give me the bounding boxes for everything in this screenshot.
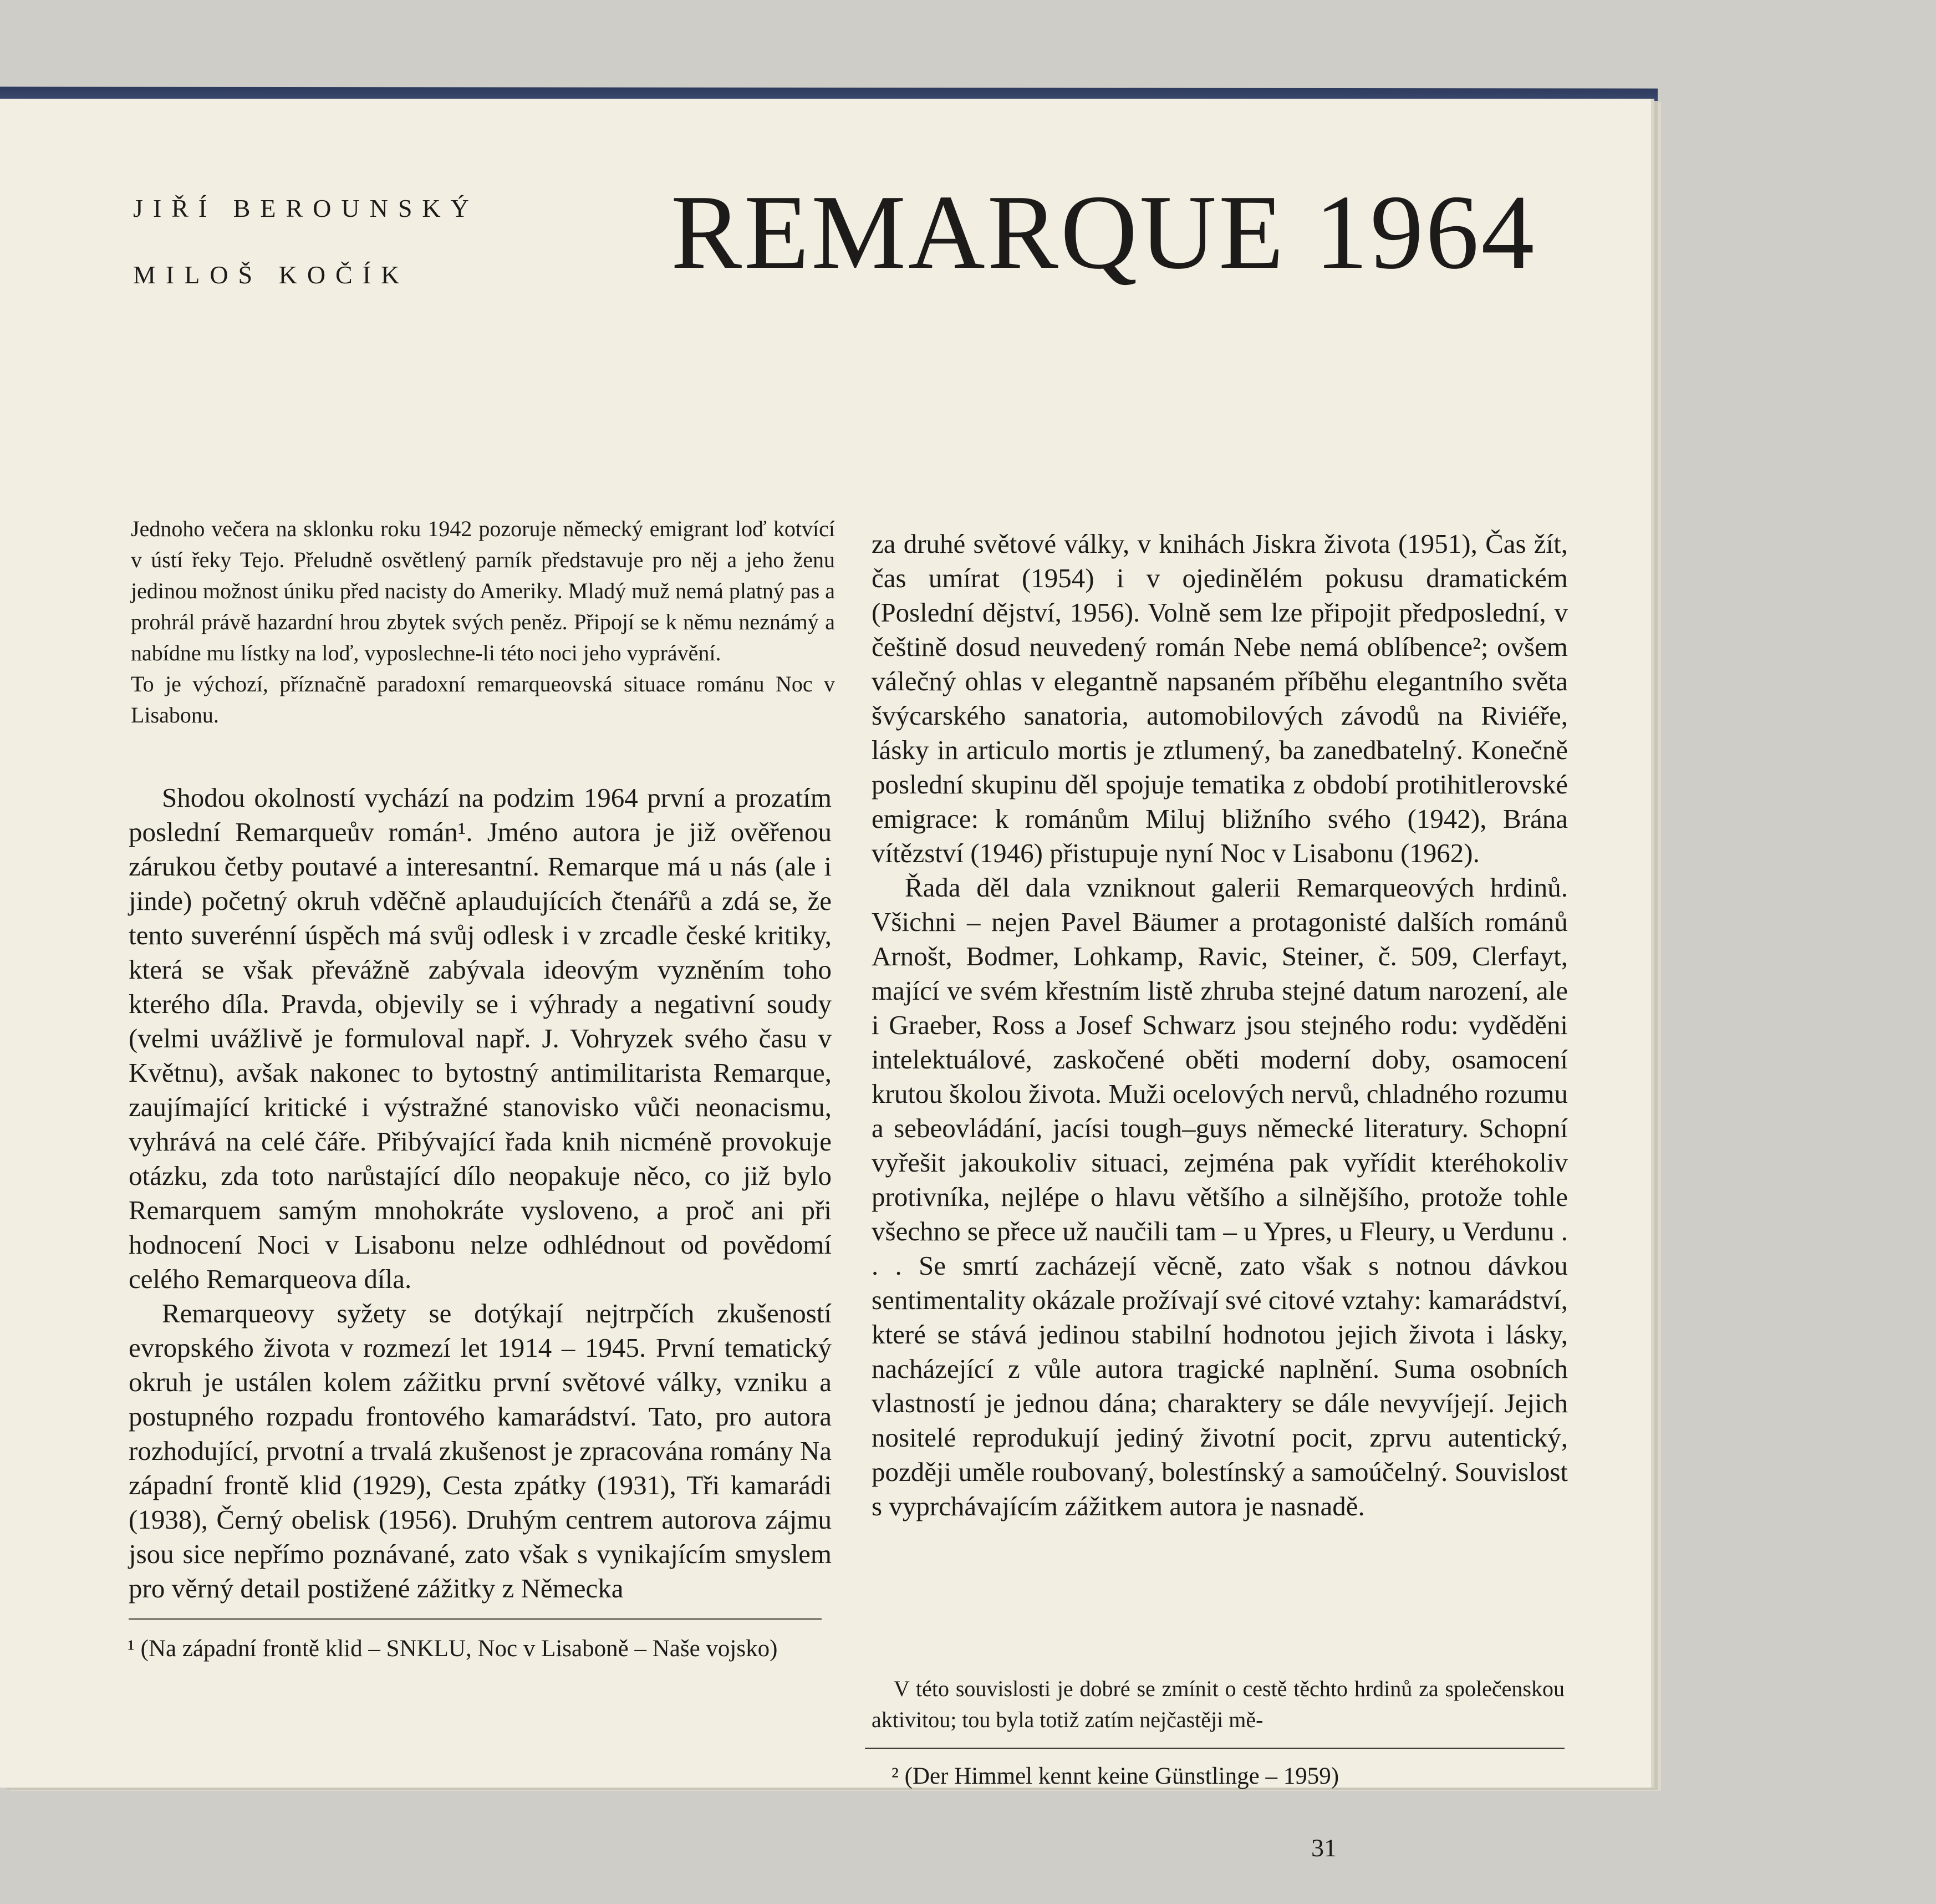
left-paragraph-1: Shodou okolností vychází na podzim 1964 první a prozatím poslední Remarqueův román¹. Jméno autora je již ověřenou zárukou četby poutavé a interesantní. Remarque má u nás (ale i jinde) početný okruh vděčně aplaudujících čtenářů a zdá se, že tento suverénní úspěch má svůj odlesk i v zrcadle české kritiky, která se však převážně zabývala ideovým vyzněním toho kterého díla. Pravda, objevily se i výhrady a negativní soudy (velmi uvážlivě je formuloval např. J. Vohryzek svého času v Květnu), avšak nakonec to bytostný antimilitarista Remarque, zaujímající kritické i výstražné stanovisko vůči neonacismu, vyhrává na celé čáře. Přibývající řada knih nicméně provokuje otázku, zda toto narůstající dílo neopakuje něco, co již bylo Remarquem samým mnohokráte vysloveno, a proč ani při hodnocení Noci v Lisabonu nelze odhlédnout od povědomí celého Remarqueova díla. [129, 782, 832, 1294]
left-paragraph-2: Remarqueovy syžety se dotýkají nejtrpčích zkušeností evropského života v rozmezí let 1914 – 1945. První tematický okruh je ustálen kolem zážitku první světové války, vzniku a postupného rozpadu frontového kamarádství. Tato, pro autora rozhodující, prvotní a trvalá zkušenost je zpracována romány Na západní frontě klid (1929), Cesta zpátky (1931), Tři kamarádi (1938), Černý obelisk (1956). Druhým centrem autorova zájmu jsou sice nepřímo poznávané, zato však s vynikajícím smyslem pro věrný detail postižené zážitky z Německa [129, 1298, 832, 1603]
footnote-divider-left [129, 1618, 822, 1620]
footnote-1: ¹ (Na západní frontě klid – SNKLU, Noc v Lisaboně – Naše vojsko) [128, 1636, 778, 1662]
page-number: 31 [1311, 1834, 1337, 1862]
right-small-paragraph [872, 1673, 1565, 1735]
author-1: JIŘÍ BEROUNSKÝ [133, 194, 479, 222]
footnote-divider-right [865, 1748, 1565, 1749]
article-title: REMARQUE 1964 [671, 173, 1537, 291]
lead-text-2: To je výchozí, příznačně paradoxní remarqueovská situace románu Noc v Lisabonu. [131, 671, 835, 727]
author-2: MILOŠ KOČÍK [133, 261, 410, 289]
right-paragraph-1: za druhé světové války, v knihách Jiskra života (1951), Čas žít, čas umírat (1954) i v ojedinělém pokusu dramatickém (Poslední dějství, 1956). Volně sem lze připojit předposlední, v češtině dosud neuvedený román Nebe nemá oblíbence²; ovšem válečný ohlas v elegantně napsaném příběhu elegantního světa švýcarského sanatoria, automobilových závodů na Riviéře, lásky in articulo mortis je ztlumený, ba zanedbatelný. Konečně poslední skupinu děl spojuje tematika z období protihitlerovské emigrace: k románům Miluj bližního svého (1942), Brána vítězství (1946) přistupuje nyní Noc v Lisabonu (1962). [872, 528, 1568, 868]
right-paragraph-2: Řada děl dala vzniknout galerii Remarqueových hrdinů. Všichni – nejen Pavel Bäumer a protagonisté dalších románů Arnošt, Bodmer, Lohkamp, Ravic, Steiner, č. 509, Clerfayt, mající ve svém křestním listě zhruba stejné datum narození, ale i Graeber, Ross a Josef Schwarz jsou stejného rodu: vyděděni intelektuálové, zaskočené oběti moderní doby, osamocení krutou školou života. Muži ocelových nervů, chladného rozumu a sebeovládání, jacísi tough–guys německé literatury. Schopní vyřešit jakoukoliv situaci, zejména pak vyřídit kteréhokoliv protivníka, nejlépe o hlavu většího a silnějšího, protože tohle všechno se přece už naučili tam – u Ypres, u Fleury, u Verdunu . . . Se smrtí zacházejí věcně, zato však s notnou dávkou sentimentality okázale prožívají své citové vztahy: kamarádství, které se stává jedinou stabilní hodnotou jejich života i lásky, nacházející z vůle autora tragické naplnění. Suma osobních vlastností je jednou dána; charaktery se dále nevyvíjejí. Jejich nositelé reprodukují jediný životní pocit, zprvu autentický, později uměle roubovaný, bolestínský a samoúčelný. Souvislost s vyprchávajícím zážitkem autora je nasnadě. [872, 872, 1568, 1521]
lead-paragraph [131, 513, 835, 731]
right-small-text: V této souvislosti je dobré se zmínit o cestě těchto hrdinů za společenskou aktivitou; tou byla totiž zatím nejčastěji mě- [872, 1676, 1565, 1732]
footnote-2: ² (Der Himmel kennt keine Günstlinge – 1959) [891, 1763, 1339, 1789]
lead-text-1: Jednoho večera na sklonku roku 1942 pozoruje německý emigrant loď kotvící v ústí řeky Tejo. Přeludně osvětlený parník představuje pro něj a jeho ženu jedinou možnost úniku před nacisty do Ameriky. Mladý muž nemá platný pas a prohrál právě hazardní hrou zbytek svých peněz. Připojí se k němu neznámý a nabídne mu lístky na loď, vyposlechne-li této noci jeho vyprávění. [131, 516, 835, 665]
book-page [0, 99, 1651, 1862]
left-column [129, 781, 832, 1606]
authors [133, 175, 479, 308]
right-column [872, 527, 1568, 1524]
